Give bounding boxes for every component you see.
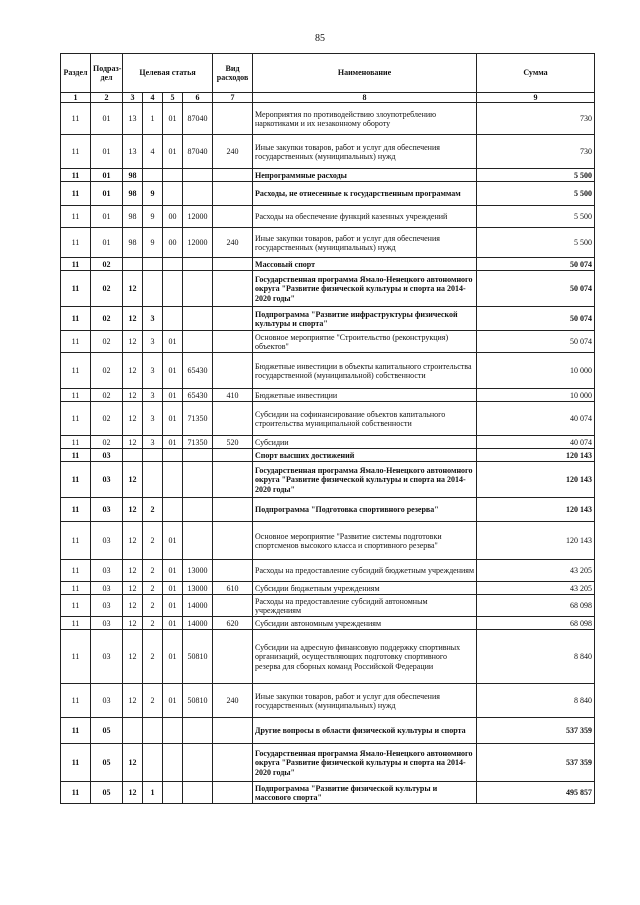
podrazdel-cell: 03 (91, 462, 123, 498)
event-code-cell: 01 (163, 402, 183, 436)
direction-code-cell: 65430 (183, 389, 213, 402)
expense-type-cell (213, 331, 253, 353)
podrazdel-cell: 05 (91, 782, 123, 804)
razdel-cell: 11 (61, 353, 91, 389)
table-row (61, 169, 595, 182)
item-name-cell: Основное мероприятие "Строительство (реконструкция) объектов" (253, 331, 477, 353)
item-name-cell: Субсидии на адресную финансовую поддержку спортивных организаций, осуществляющих подготовку спортивного резерва для сборных команд Российской Федерации (253, 630, 477, 684)
amount-cell: 50 074 (477, 331, 595, 353)
event-code-cell (163, 449, 183, 462)
program-code-cell (123, 718, 143, 744)
table-row (61, 258, 595, 271)
column-index: 5 (163, 93, 183, 103)
subprogram-code-cell (143, 271, 163, 307)
amount-cell: 495 857 (477, 782, 595, 804)
amount-cell: 10 000 (477, 353, 595, 389)
podrazdel-cell: 03 (91, 595, 123, 617)
expense-type-cell (213, 169, 253, 182)
column-index: 4 (143, 93, 163, 103)
expense-type-cell: 410 (213, 389, 253, 402)
table-row (61, 617, 595, 630)
program-code-cell: 12 (123, 498, 143, 522)
direction-code-cell (183, 271, 213, 307)
expense-type-cell (213, 307, 253, 331)
amount-cell: 537 359 (477, 718, 595, 744)
item-name-cell: Субсидии на софинансирование объектов капитального строительства муниципальной собственности (253, 402, 477, 436)
amount-cell: 40 074 (477, 402, 595, 436)
podrazdel-cell: 01 (91, 228, 123, 258)
expense-type-cell: 240 (213, 684, 253, 718)
amount-cell: 5 500 (477, 206, 595, 228)
podrazdel-cell: 01 (91, 182, 123, 206)
program-code-cell (123, 449, 143, 462)
direction-code-cell: 87040 (183, 103, 213, 135)
item-name-cell: Иные закупки товаров, работ и услуг для обеспечения государственных (муниципальных) нужд (253, 135, 477, 169)
direction-code-cell (183, 258, 213, 271)
razdel-cell: 11 (61, 630, 91, 684)
razdel-cell: 11 (61, 718, 91, 744)
event-code-cell: 01 (163, 436, 183, 449)
direction-code-cell (183, 331, 213, 353)
program-code-cell: 12 (123, 522, 143, 560)
razdel-cell: 11 (61, 307, 91, 331)
direction-code-cell (183, 744, 213, 782)
event-code-cell (163, 718, 183, 744)
subprogram-code-cell: 9 (143, 206, 163, 228)
expense-type-cell (213, 630, 253, 684)
item-name-cell: Массовый спорт (253, 258, 477, 271)
podrazdel-cell: 03 (91, 617, 123, 630)
direction-code-cell (183, 498, 213, 522)
table-row (61, 206, 595, 228)
table-row (61, 462, 595, 498)
amount-cell: 120 143 (477, 498, 595, 522)
subprogram-code-cell: 3 (143, 353, 163, 389)
expense-type-cell (213, 718, 253, 744)
table-row (61, 782, 595, 804)
subprogram-code-cell: 3 (143, 402, 163, 436)
header-celevaya-statya: Целевая статья (123, 54, 213, 93)
razdel-cell: 11 (61, 331, 91, 353)
program-code-cell: 12 (123, 630, 143, 684)
podrazdel-cell: 05 (91, 718, 123, 744)
amount-cell: 5 500 (477, 228, 595, 258)
column-index: 7 (213, 93, 253, 103)
podrazdel-cell: 02 (91, 258, 123, 271)
item-name-cell: Бюджетные инвестиции (253, 389, 477, 402)
event-code-cell: 01 (163, 353, 183, 389)
program-code-cell: 12 (123, 402, 143, 436)
event-code-cell: 01 (163, 630, 183, 684)
expense-type-cell (213, 462, 253, 498)
podrazdel-cell: 03 (91, 560, 123, 582)
event-code-cell: 00 (163, 228, 183, 258)
direction-code-cell (183, 449, 213, 462)
program-code-cell (123, 258, 143, 271)
table-row (61, 522, 595, 560)
item-name-cell: Подпрограмма "Развитие инфраструктуры физической культуры и спорта" (253, 307, 477, 331)
item-name-cell: Иные закупки товаров, работ и услуг для обеспечения государственных (муниципальных) нужд (253, 228, 477, 258)
item-name-cell: Субсидии автономным учреждениям (253, 617, 477, 630)
subprogram-code-cell (143, 449, 163, 462)
podrazdel-cell: 03 (91, 522, 123, 560)
podrazdel-cell: 01 (91, 135, 123, 169)
subprogram-code-cell: 9 (143, 182, 163, 206)
event-code-cell (163, 498, 183, 522)
program-code-cell: 98 (123, 206, 143, 228)
subprogram-code-cell: 3 (143, 436, 163, 449)
direction-code-cell: 71350 (183, 402, 213, 436)
table-row (61, 718, 595, 744)
table-row (61, 307, 595, 331)
subprogram-code-cell: 2 (143, 522, 163, 560)
amount-cell: 50 074 (477, 258, 595, 271)
expense-type-cell (213, 271, 253, 307)
page-number: 85 (315, 33, 325, 44)
table-row (61, 684, 595, 718)
event-code-cell (163, 462, 183, 498)
podrazdel-cell: 01 (91, 103, 123, 135)
item-name-cell: Спорт высших достижений (253, 449, 477, 462)
event-code-cell (163, 271, 183, 307)
program-code-cell: 13 (123, 103, 143, 135)
podrazdel-cell: 02 (91, 307, 123, 331)
subprogram-code-cell (143, 744, 163, 782)
direction-code-cell: 50810 (183, 630, 213, 684)
subprogram-code-cell (143, 169, 163, 182)
razdel-cell: 11 (61, 258, 91, 271)
direction-code-cell: 65430 (183, 353, 213, 389)
program-code-cell: 12 (123, 560, 143, 582)
expense-type-cell (213, 744, 253, 782)
amount-cell: 50 074 (477, 271, 595, 307)
razdel-cell: 11 (61, 684, 91, 718)
program-code-cell: 98 (123, 228, 143, 258)
subprogram-code-cell: 2 (143, 595, 163, 617)
expense-type-cell (213, 522, 253, 560)
program-code-cell: 12 (123, 782, 143, 804)
column-index: 9 (477, 93, 595, 103)
expense-type-cell (213, 560, 253, 582)
table-row (61, 389, 595, 402)
item-name-cell: Основное мероприятие "Развитие системы подготовки спортсменов высокого класса и спортивного резерва" (253, 522, 477, 560)
razdel-cell: 11 (61, 449, 91, 462)
expense-type-cell (213, 353, 253, 389)
header-podrazdel: Подраз-дел (91, 54, 123, 93)
subprogram-code-cell: 2 (143, 560, 163, 582)
podrazdel-cell: 01 (91, 169, 123, 182)
expense-type-cell (213, 498, 253, 522)
program-code-cell: 98 (123, 169, 143, 182)
table-row (61, 744, 595, 782)
razdel-cell: 11 (61, 462, 91, 498)
table-row (61, 630, 595, 684)
razdel-cell: 11 (61, 228, 91, 258)
column-index: 1 (61, 93, 91, 103)
amount-cell: 10 000 (477, 389, 595, 402)
subprogram-code-cell (143, 258, 163, 271)
expense-type-cell: 240 (213, 228, 253, 258)
program-code-cell: 12 (123, 271, 143, 307)
event-code-cell (163, 744, 183, 782)
subprogram-code-cell: 3 (143, 389, 163, 402)
expense-type-cell: 240 (213, 135, 253, 169)
item-name-cell: Субсидии (253, 436, 477, 449)
podrazdel-cell: 02 (91, 436, 123, 449)
razdel-cell: 11 (61, 169, 91, 182)
item-name-cell: Подпрограмма "Подготовка спортивного резерва" (253, 498, 477, 522)
item-name-cell: Подпрограмма "Развитие физической культуры и массового спорта" (253, 782, 477, 804)
item-name-cell: Бюджетные инвестиции в объекты капитального строительства государственной (муниципальной) собственности (253, 353, 477, 389)
subprogram-code-cell: 1 (143, 103, 163, 135)
column-index: 8 (253, 93, 477, 103)
expense-type-cell (213, 402, 253, 436)
item-name-cell: Расходы, не отнесенные к государственным программам (253, 182, 477, 206)
column-index: 3 (123, 93, 143, 103)
amount-cell: 120 143 (477, 449, 595, 462)
razdel-cell: 11 (61, 436, 91, 449)
expense-type-cell: 610 (213, 582, 253, 595)
podrazdel-cell: 03 (91, 449, 123, 462)
amount-cell: 68 098 (477, 595, 595, 617)
subprogram-code-cell: 3 (143, 331, 163, 353)
expense-type-cell (213, 595, 253, 617)
table-row (61, 331, 595, 353)
amount-cell: 50 074 (477, 307, 595, 331)
event-code-cell: 01 (163, 389, 183, 402)
event-code-cell: 01 (163, 522, 183, 560)
event-code-cell (163, 258, 183, 271)
program-code-cell: 12 (123, 582, 143, 595)
table-row (61, 103, 595, 135)
direction-code-cell (183, 307, 213, 331)
event-code-cell (163, 182, 183, 206)
amount-cell: 730 (477, 103, 595, 135)
program-code-cell: 12 (123, 353, 143, 389)
event-code-cell: 00 (163, 206, 183, 228)
podrazdel-cell: 01 (91, 206, 123, 228)
podrazdel-cell: 03 (91, 684, 123, 718)
razdel-cell: 11 (61, 206, 91, 228)
subprogram-code-cell: 2 (143, 498, 163, 522)
event-code-cell: 01 (163, 582, 183, 595)
table-row (61, 498, 595, 522)
item-name-cell: Иные закупки товаров, работ и услуг для обеспечения государственных (муниципальных) нужд (253, 684, 477, 718)
subprogram-code-cell (143, 718, 163, 744)
expense-type-cell: 620 (213, 617, 253, 630)
event-code-cell (163, 782, 183, 804)
program-code-cell: 12 (123, 462, 143, 498)
table-row (61, 182, 595, 206)
header-summa: Сумма (477, 54, 595, 93)
amount-cell: 40 074 (477, 436, 595, 449)
subprogram-code-cell: 4 (143, 135, 163, 169)
razdel-cell: 11 (61, 782, 91, 804)
header-naimenovanie: Наименование (253, 54, 477, 93)
item-name-cell: Расходы на обеспечение функций казенных учреждений (253, 206, 477, 228)
amount-cell: 43 205 (477, 582, 595, 595)
item-name-cell: Мероприятия по противодействию злоупотреблению наркотиками и их незаконному обороту (253, 103, 477, 135)
expense-type-cell (213, 182, 253, 206)
program-code-cell: 12 (123, 389, 143, 402)
subprogram-code-cell: 9 (143, 228, 163, 258)
podrazdel-cell: 03 (91, 630, 123, 684)
razdel-cell: 11 (61, 560, 91, 582)
event-code-cell (163, 307, 183, 331)
razdel-cell: 11 (61, 595, 91, 617)
item-name-cell: Непрограммные расходы (253, 169, 477, 182)
razdel-cell: 11 (61, 498, 91, 522)
column-index-row (61, 93, 595, 103)
direction-code-cell: 71350 (183, 436, 213, 449)
expense-type-cell (213, 206, 253, 228)
podrazdel-cell: 03 (91, 582, 123, 595)
column-index: 2 (91, 93, 123, 103)
subprogram-code-cell (143, 462, 163, 498)
razdel-cell: 11 (61, 103, 91, 135)
item-name-cell: Государственная программа Ямало-Ненецкого автономного округа "Развитие физической культуры и спорта на 2014-2020 годы" (253, 271, 477, 307)
amount-cell: 5 500 (477, 182, 595, 206)
podrazdel-cell: 05 (91, 744, 123, 782)
podrazdel-cell: 03 (91, 498, 123, 522)
table-header-row (61, 54, 595, 93)
direction-code-cell: 13000 (183, 582, 213, 595)
razdel-cell: 11 (61, 182, 91, 206)
expense-type-cell: 520 (213, 436, 253, 449)
table-row (61, 402, 595, 436)
podrazdel-cell: 02 (91, 402, 123, 436)
program-code-cell: 13 (123, 135, 143, 169)
column-index: 6 (183, 93, 213, 103)
direction-code-cell (183, 462, 213, 498)
item-name-cell: Расходы на предоставление субсидий бюджетным учреждениям (253, 560, 477, 582)
amount-cell: 8 840 (477, 684, 595, 718)
expense-type-cell (213, 103, 253, 135)
amount-cell: 537 359 (477, 744, 595, 782)
program-code-cell: 12 (123, 684, 143, 718)
razdel-cell: 11 (61, 135, 91, 169)
razdel-cell: 11 (61, 522, 91, 560)
event-code-cell: 01 (163, 331, 183, 353)
header-razdel: Раздел (61, 54, 91, 93)
direction-code-cell: 14000 (183, 595, 213, 617)
razdel-cell: 11 (61, 402, 91, 436)
table-row (61, 228, 595, 258)
table-row (61, 135, 595, 169)
budget-table (60, 53, 595, 804)
expense-type-cell (213, 782, 253, 804)
program-code-cell: 12 (123, 331, 143, 353)
amount-cell: 730 (477, 135, 595, 169)
event-code-cell: 01 (163, 135, 183, 169)
table-row (61, 560, 595, 582)
subprogram-code-cell: 2 (143, 617, 163, 630)
podrazdel-cell: 02 (91, 353, 123, 389)
amount-cell: 8 840 (477, 630, 595, 684)
podrazdel-cell: 02 (91, 389, 123, 402)
razdel-cell: 11 (61, 271, 91, 307)
program-code-cell: 12 (123, 617, 143, 630)
subprogram-code-cell: 3 (143, 307, 163, 331)
direction-code-cell (183, 182, 213, 206)
direction-code-cell (183, 782, 213, 804)
program-code-cell: 98 (123, 182, 143, 206)
header-vid-rashodov: Вид расходов (213, 54, 253, 93)
subprogram-code-cell: 2 (143, 630, 163, 684)
item-name-cell: Расходы на предоставление субсидий автономным учреждениям (253, 595, 477, 617)
program-code-cell: 12 (123, 436, 143, 449)
podrazdel-cell: 02 (91, 271, 123, 307)
table-row (61, 353, 595, 389)
razdel-cell: 11 (61, 389, 91, 402)
subprogram-code-cell: 1 (143, 782, 163, 804)
event-code-cell (163, 169, 183, 182)
direction-code-cell: 12000 (183, 228, 213, 258)
event-code-cell: 01 (163, 595, 183, 617)
direction-code-cell: 87040 (183, 135, 213, 169)
table-row (61, 595, 595, 617)
program-code-cell: 12 (123, 744, 143, 782)
subprogram-code-cell: 2 (143, 582, 163, 595)
expense-type-cell (213, 258, 253, 271)
razdel-cell: 11 (61, 582, 91, 595)
table-row (61, 449, 595, 462)
event-code-cell: 01 (163, 560, 183, 582)
program-code-cell: 12 (123, 307, 143, 331)
event-code-cell: 01 (163, 684, 183, 718)
amount-cell: 68 098 (477, 617, 595, 630)
direction-code-cell (183, 718, 213, 744)
direction-code-cell: 13000 (183, 560, 213, 582)
table-row (61, 436, 595, 449)
amount-cell: 120 143 (477, 462, 595, 498)
amount-cell: 43 205 (477, 560, 595, 582)
table-row (61, 271, 595, 307)
subprogram-code-cell: 2 (143, 684, 163, 718)
table-row (61, 582, 595, 595)
podrazdel-cell: 02 (91, 331, 123, 353)
razdel-cell: 11 (61, 617, 91, 630)
direction-code-cell: 50810 (183, 684, 213, 718)
amount-cell: 5 500 (477, 169, 595, 182)
direction-code-cell (183, 522, 213, 560)
item-name-cell: Субсидии бюджетным учреждениям (253, 582, 477, 595)
program-code-cell: 12 (123, 595, 143, 617)
item-name-cell: Государственная программа Ямало-Ненецкого автономного округа "Развитие физической культуры и спорта на 2014-2020 годы" (253, 462, 477, 498)
razdel-cell: 11 (61, 744, 91, 782)
expense-type-cell (213, 449, 253, 462)
item-name-cell: Государственная программа Ямало-Ненецкого автономного округа "Развитие физической культуры и спорта на 2014-2020 годы" (253, 744, 477, 782)
item-name-cell: Другие вопросы в области физической культуры и спорта (253, 718, 477, 744)
amount-cell: 120 143 (477, 522, 595, 560)
event-code-cell: 01 (163, 103, 183, 135)
direction-code-cell (183, 169, 213, 182)
budget-table-body (61, 103, 595, 804)
direction-code-cell: 12000 (183, 206, 213, 228)
event-code-cell: 01 (163, 617, 183, 630)
direction-code-cell: 14000 (183, 617, 213, 630)
